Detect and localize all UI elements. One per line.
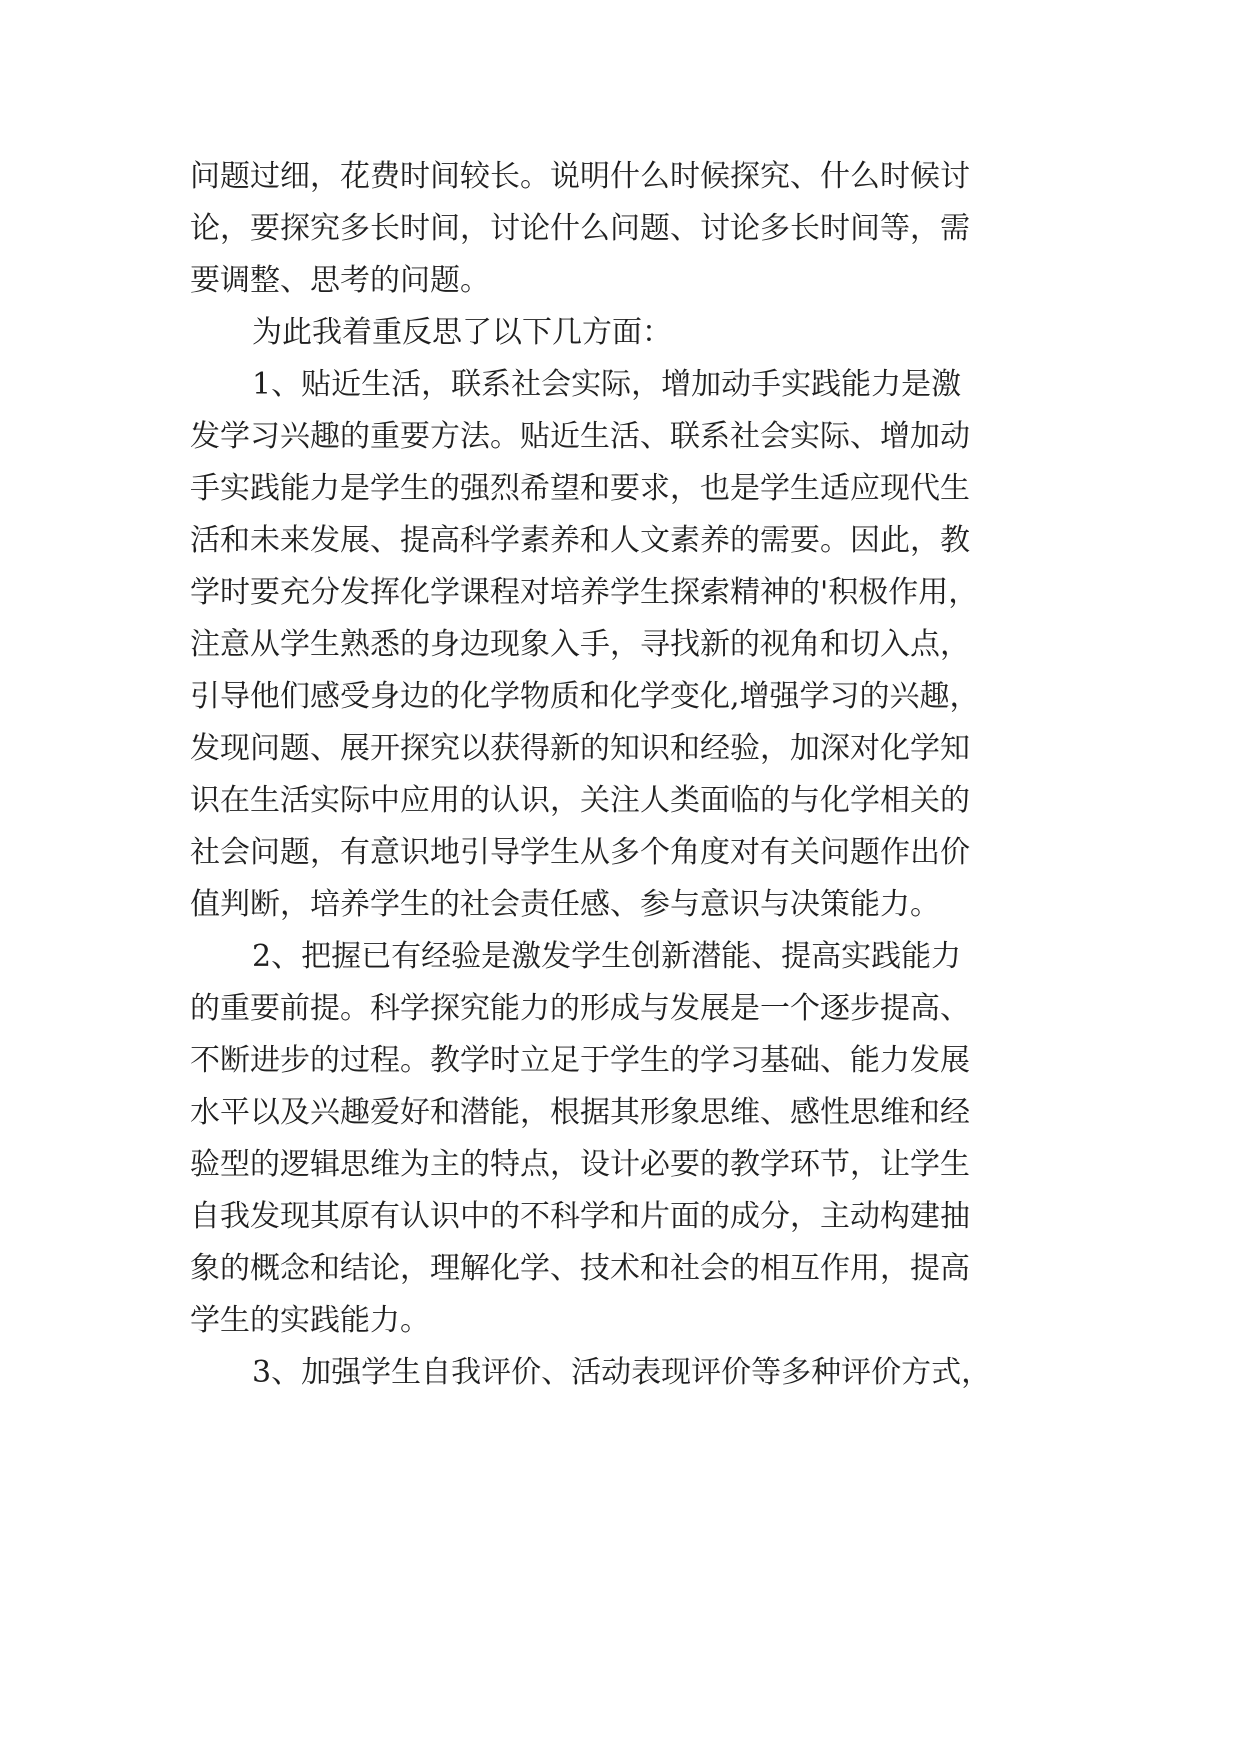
text-line: 手实践能力是学生的强烈希望和要求，也是学生适应现代生 [190,471,970,506]
document-body [190,151,1070,1399]
paragraph-3-start: 3、加强学生自我评价、活动表现评价等多种评价方式， [252,1355,992,1390]
text-line: 社会问题，有意识地引导学生从多个角度对有关问题作出价 [190,835,970,870]
text-line: 活和未来发展、提高科学素养和人文素养的需要。因此，教 [190,523,970,558]
text-line: 值判断，培养学生的社会责任感、参与意识与决策能力。 [190,887,940,922]
text-line: 发现问题、展开探究以获得新的知识和经验，加深对化学知 [190,731,970,766]
text-line: 不断进步的过程。教学时立足于学生的学习基础、能力发展 [190,1043,970,1078]
text-line: 识在生活实际中应用的认识，关注人类面临的与化学相关的 [190,783,970,818]
paragraph-intro: 为此我着重反思了以下几方面： [252,315,672,350]
text-line: 自我发现其原有认识中的不科学和片面的成分，主动构建抽 [190,1199,970,1234]
text-line: 发学习兴趣的重要方法。贴近生活、联系社会实际、增加动 [190,419,970,454]
text-line: 验型的逻辑思维为主的特点，设计必要的教学环节，让学生 [190,1147,970,1182]
text-line: 要调整、思考的问题。 [190,263,490,298]
text-line: 问题过细，花费时间较长。说明什么时候探究、什么时候讨 [190,159,970,194]
text-line: 学时要充分发挥化学课程对培养学生探索精神的'积极作用， [190,575,979,610]
paragraph-2-start: 2、把握已有经验是激发学生创新潜能、提高实践能力 [252,939,962,974]
text-line: 的重要前提。科学探究能力的形成与发展是一个逐步提高、 [190,991,970,1026]
text-line: 论，要探究多长时间，讨论什么问题、讨论多长时间等，需 [190,211,970,246]
text-line: 引导他们感受身边的化学物质和化学变化,增强学习的兴趣， [190,679,980,714]
text-line: 象的概念和结论，理解化学、技术和社会的相互作用，提高 [190,1251,970,1286]
text-line: 水平以及兴趣爱好和潜能，根据其形象思维、感性思维和经 [190,1095,970,1130]
text-line: 学生的实践能力。 [190,1303,430,1338]
text-line: 注意从学生熟悉的身边现象入手，寻找新的视角和切入点， [190,627,970,662]
paragraph-1-start: 1、贴近生活，联系社会实际，增加动手实践能力是激 [252,367,962,402]
